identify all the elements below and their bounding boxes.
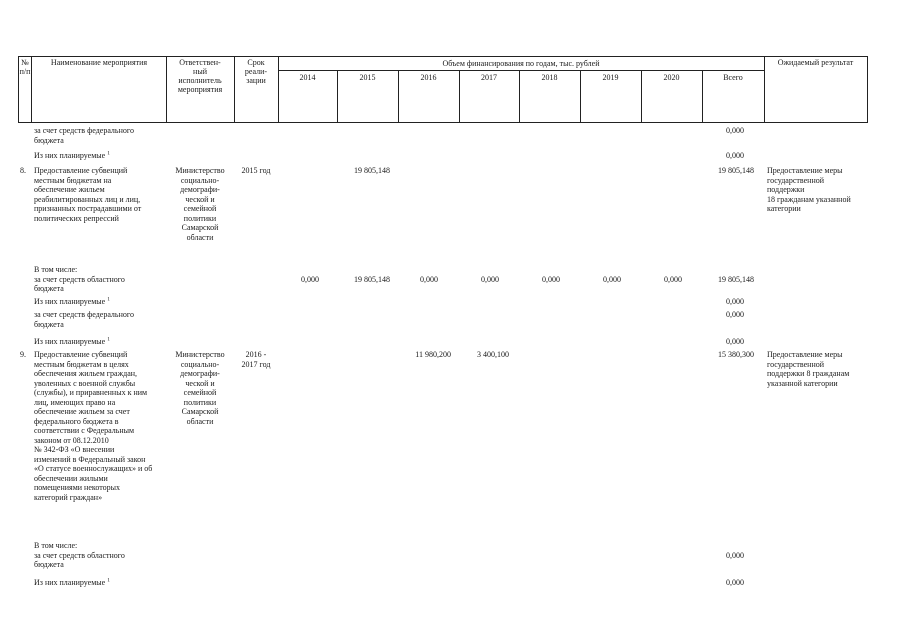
item8-term: 2015 год: [241, 166, 271, 175]
item8-incl-label: В том числе: за счет средств областного бюджета: [34, 265, 125, 293]
item8-plan1-label: Из них планируемые $^1$: [34, 296, 110, 306]
item9-term: 2016 - 2017 год: [241, 350, 271, 369]
item8-incl-2014: 0,000: [301, 275, 319, 284]
header-responsible: Ответствен- ный исполнитель мероприятия: [177, 58, 223, 94]
item8-result: Предоставление меры государственной поддержки 18 гражданам указанной категории: [767, 166, 851, 213]
header-year-2014: 2014: [299, 73, 316, 82]
row-top-plan-total: 0,000: [726, 151, 744, 160]
header-term: Срок реали- зации: [244, 58, 268, 85]
row-top-plan-label: Из них планируемые $^1$: [34, 150, 110, 160]
item8-plan2-label: Из них планируемые $^1$: [34, 336, 110, 346]
item9-total: 15 380,300: [718, 350, 754, 359]
item9-number: 9.: [20, 350, 26, 359]
header-bottom-border: [18, 122, 868, 123]
header-year-2018: 2018: [541, 73, 558, 82]
header-num: № п/п: [19, 58, 31, 76]
years-row-border: [278, 70, 764, 71]
header-year-total: Всего: [723, 73, 743, 82]
header-year-2016: 2016: [420, 73, 437, 82]
item8-responsible: Министерство социально- демографи- ческой и семейной политики Самарской области: [175, 166, 225, 242]
header-year-2019: 2019: [602, 73, 619, 82]
item9-value-2016: 11 980,200: [415, 350, 451, 359]
item9-name: Предоставление субвенций местным бюджетам в целях обеспечения жильем граждан, уволенных с военной службы (службы), и приравненных к ним лиц, имеющих право на обеспечение жильем за счет федерального бюджета в соответствии с Федеральным законом от 08.12.2010 № 342-ФЗ «О внесении изменений в Федеральный закон «О статусе военнослужащих» и об обеспечении жилыми помещениями некоторых категорий граждан»: [34, 350, 153, 502]
item8-incl-total: 19 805,148: [718, 275, 754, 284]
table-top-border: [18, 56, 868, 57]
item8-incl-2017: 0,000: [481, 275, 499, 284]
header-financing: Объем финансирования по годам, тыс. рублей: [442, 59, 600, 68]
item9-incl-label: В том числе: за счет средств областного бюджета: [34, 541, 125, 569]
item9-value-2017: 3 400,100: [477, 350, 509, 359]
col-border-right: [867, 56, 868, 123]
item8-plan1-total: 0,000: [726, 297, 744, 306]
item8-value-2015: 19 805,148: [354, 166, 390, 175]
item9-plan-label: Из них планируемые $^1$: [34, 577, 110, 587]
item8-name: Предоставление субвенций местным бюджетам на обеспечение жильем реабилитированных лиц и лиц, признанных пострадавшими от политических репрессий: [34, 166, 142, 223]
item8-number: 8.: [20, 166, 26, 175]
header-name: Наименование мероприятия: [50, 58, 148, 67]
item8-fed-label: за счет средств федерального бюджета: [34, 310, 134, 329]
item8-incl-2019: 0,000: [603, 275, 621, 284]
item8-incl-2020: 0,000: [664, 275, 682, 284]
item9-incl-total: 0,000: [726, 551, 744, 560]
item8-total: 19 805,148: [718, 166, 754, 175]
item9-responsible: Министерство социально- демографи- ческой и семейной политики Самарской области: [175, 350, 225, 426]
item9-result: Предоставление меры государственной поддержки 8 гражданам указанной категории: [767, 350, 850, 388]
header-year-2020: 2020: [663, 73, 680, 82]
item8-incl-2016: 0,000: [420, 275, 438, 284]
row-top-fed-total: 0,000: [726, 126, 744, 135]
item8-fed-total: 0,000: [726, 310, 744, 319]
item9-plan-total: 0,000: [726, 578, 744, 587]
header-year-2017: 2017: [481, 73, 497, 82]
header-year-2015: 2015: [359, 73, 376, 82]
header-result: Ожидаемый результат: [777, 58, 854, 67]
item8-plan2-total: 0,000: [726, 337, 744, 346]
item8-incl-2015: 19 805,148: [354, 275, 390, 284]
item8-incl-2018: 0,000: [542, 275, 560, 284]
row-top-fed-label: за счет средств федерального бюджета: [34, 126, 134, 145]
